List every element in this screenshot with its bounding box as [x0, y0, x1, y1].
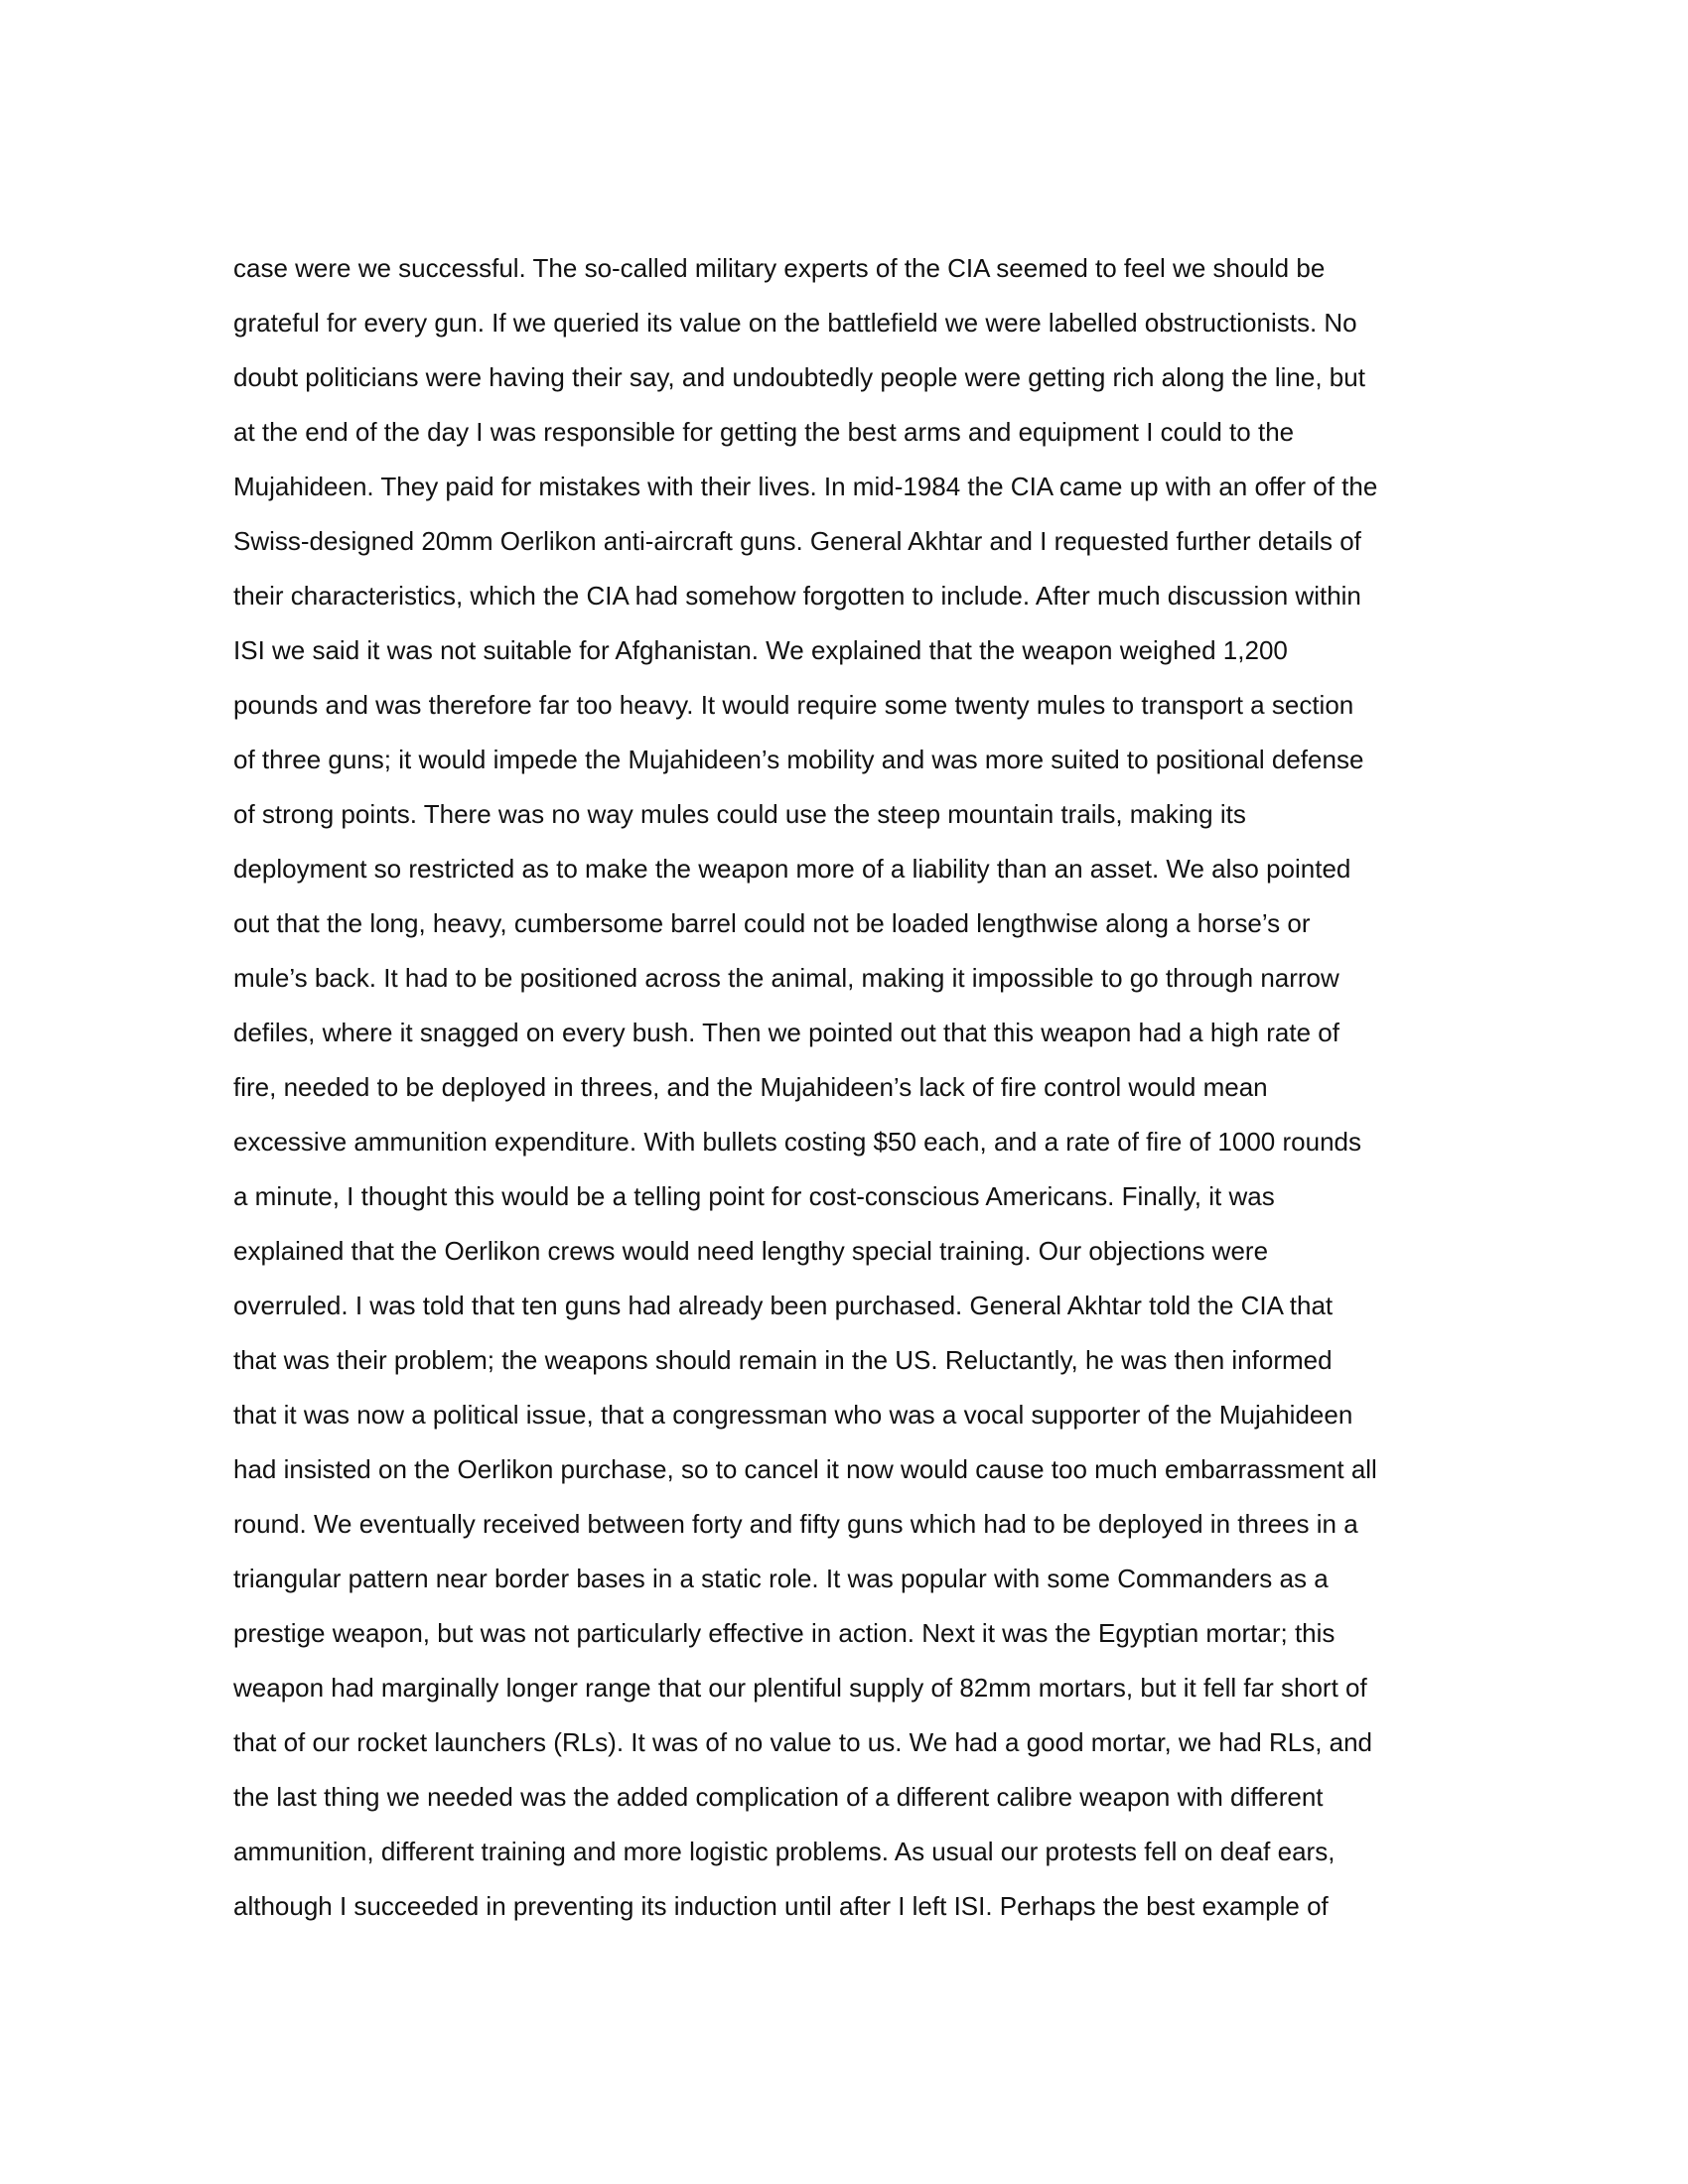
text-line: their characteristics, which the CIA had somehow forgotten to include. After much discussion within — [233, 581, 1361, 611]
text-line: of strong points. There was no way mules could use the steep mountain trails, making its — [233, 799, 1246, 829]
text-line: doubt politicians were having their say, and undoubtedly people were getting rich along the line, but — [233, 362, 1365, 392]
text-line: Swiss-designed 20mm Oerlikon anti-aircraft guns. General Akhtar and I requested further details of — [233, 526, 1361, 556]
text-line: weapon had marginally longer range that our plentiful supply of 82mm mortars, but it fell far short of — [233, 1673, 1367, 1703]
text-line: ISI we said it was not suitable for Afghanistan. We explained that the weapon weighed 1,200 — [233, 635, 1288, 665]
text-line: out that the long, heavy, cumbersome barrel could not be loaded lengthwise along a horse’s or — [233, 908, 1311, 938]
text-line: that it was now a political issue, that a congressman who was a vocal supporter of the Mujahideen — [233, 1400, 1353, 1430]
text-line: overruled. I was told that ten guns had already been purchased. General Akhtar told the CIA that — [233, 1291, 1334, 1320]
text-line: fire, needed to be deployed in threes, and the Mujahideen’s lack of fire control would mean — [233, 1072, 1268, 1102]
text-line: case were we successful. The so-called military experts of the CIA seemed to feel we should be — [233, 253, 1326, 283]
text-line: mule’s back. It had to be positioned across the animal, making it impossible to go through narrow — [233, 963, 1339, 993]
text-line: a minute, I thought this would be a telling point for cost-conscious Americans. Finally, it was — [233, 1181, 1275, 1211]
text-line: at the end of the day I was responsible for getting the best arms and equipment I could to the — [233, 417, 1295, 447]
text-line: deployment so restricted as to make the weapon more of a liability than an asset. We also pointed — [233, 854, 1351, 884]
text-line: pounds and was therefore far too heavy. It would require some twenty mules to transport a section — [233, 690, 1354, 720]
text-line: grateful for every gun. If we queried its value on the battlefield we were labelled obstructionists. No — [233, 308, 1357, 338]
text-line: round. We eventually received between forty and fifty guns which had to be deployed in threes in a — [233, 1509, 1358, 1539]
text-line: Mujahideen. They paid for mistakes with their lives. In mid-1984 the CIA came up with an offer of the — [233, 472, 1378, 501]
text-line: excessive ammunition expenditure. With bullets costing $50 each, and a rate of fire of 1000 rounds — [233, 1127, 1361, 1157]
text-line: had insisted on the Oerlikon purchase, so to cancel it now would cause too much embarrassment all — [233, 1454, 1377, 1484]
text-line: the last thing we needed was the added complication of a different calibre weapon with different — [233, 1782, 1324, 1812]
text-line: triangular pattern near border bases in a static role. It was popular with some Commanders as a — [233, 1564, 1329, 1593]
text-line: although I succeeded in preventing its induction until after I left ISI. Perhaps the best example of — [233, 1891, 1329, 1921]
text-line: that was their problem; the weapons should remain in the US. Reluctantly, he was then informed — [233, 1345, 1333, 1375]
text-line: defiles, where it snagged on every bush. Then we pointed out that this weapon had a high rate of — [233, 1018, 1339, 1047]
text-line: ammunition, different training and more logistic problems. As usual our protests fell on deaf ears, — [233, 1837, 1336, 1866]
text-line: prestige weapon, but was not particularly effective in action. Next it was the Egyptian mortar; this — [233, 1618, 1336, 1648]
text-line: explained that the Oerlikon crews would need lengthy special training. Our objections were — [233, 1236, 1269, 1266]
text-line: of three guns; it would impede the Mujahideen’s mobility and was more suited to positional defense — [233, 745, 1364, 774]
body-text — [233, 246, 1524, 1939]
text-line: that of our rocket launchers (RLs). It was of no value to us. We had a good mortar, we had RLs, and — [233, 1727, 1373, 1757]
